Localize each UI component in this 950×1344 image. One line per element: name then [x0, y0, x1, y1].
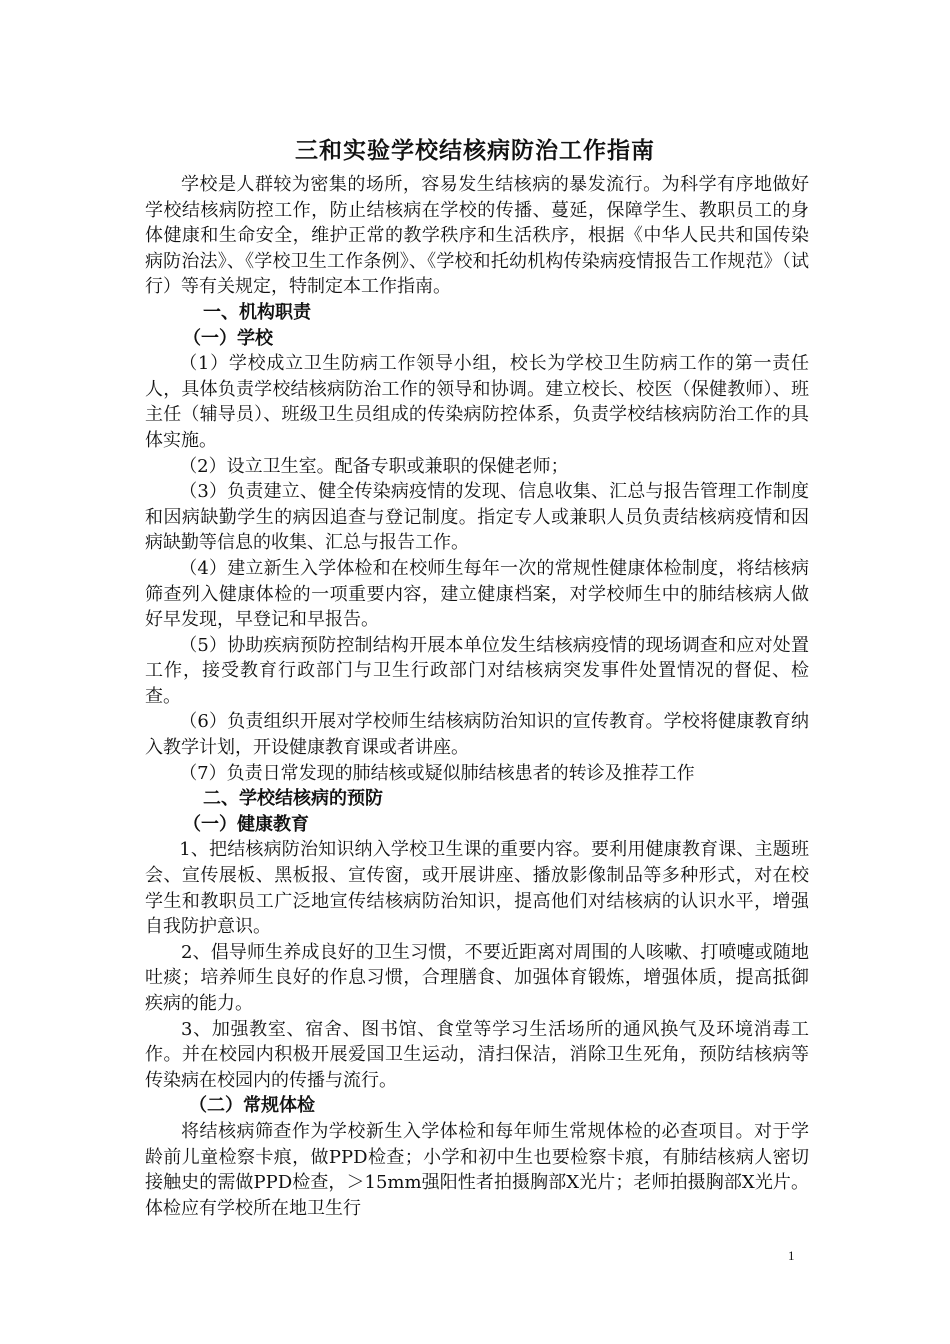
duty-item-7: （7）负责日常发现的肺结核或疑似肺结核患者的转诊及推荐工作: [179, 762, 695, 784]
section-heading-1: 一、机构职责: [203, 301, 311, 323]
page-number: 1: [788, 1248, 795, 1263]
subsection-heading-routine-checkup: （二）常规体检: [189, 1095, 315, 1117]
intro-paragraph: 学校是人群较为密集的场所，容易发生结核病的暴发流行。为科学有序地做好学校结核病防控工作，防止结核病在学校的传播、蔓延，保障学生、教职员工的身体健康和生命安全，维护正常的教学秩序和生活秩序，根据《中华人民共和国传染病防治法》、《学校卫生工作条例》、《学校和托幼机构传染病疫情报告工作规范》（试行）等有关规定，特制定本工作指南。: [145, 174, 809, 298]
education-item-3: 3、加强教室、宿舍、图书馆、食堂等学习生活场所的通风换气及环境消毒工作。并在校园内积极开展爱国卫生运动，清扫保洁，消除卫生死角，预防结核病等传染病在校园内的传播与流行。: [145, 1018, 809, 1091]
duty-item-3: （3）负责建立、健全传染病疫情的发现、信息收集、汇总与报告管理工作制度和因病缺勤学生的病因追查与登记制度。指定专人或兼职人员负责结核病疫情和因病缺勤等信息的收集、汇总与报告工作。: [145, 481, 809, 554]
subsection-heading-health-education: （一）健康教育: [183, 813, 309, 835]
subsection-heading-school: （一）学校: [183, 327, 273, 349]
section-heading-2: 二、学校结核病的预防: [203, 788, 383, 810]
education-item-1: 1、把结核病防治知识纳入学校卫生课的重要内容。要利用健康教育课、主题班会、宣传展板、黑板报、宣传窗，或开展讲座、播放影像制品等多种形式，对在校学生和教职员工广泛地宣传结核病防治知识，提高他们对结核病的认识水平，增强自我防护意识。: [145, 839, 809, 938]
education-item-2: 2、倡导师生养成良好的卫生习惯，不要近距离对周围的人咳嗽、打喷嚏或随地吐痰；培养师生良好的作息习惯，合理膳食、加强体育锻炼，增强体质，提高抵御疾病的能力。: [145, 941, 809, 1014]
checkup-paragraph: 将结核病筛查作为学校新生入学体检和每年师生常规体检的必查项目。对于学龄前儿童检察卡痕，做PPD检查；小学和初中生也要检察卡痕，有肺结核病人密切接触史的需做PPD检查，＞15mm强阳性者拍摄胸部X光片；老师拍摄胸部X光片。体检应有学校所在地卫生行: [145, 1120, 809, 1219]
document-title: 三和实验学校结核病防治工作指南: [295, 137, 655, 164]
duty-item-5: （5）协助疾病预防控制结构开展本单位发生结核病疫情的现场调查和应对处置工作，接受教育行政部门与卫生行政部门对结核病突发事件处置情况的督促、检查。: [145, 634, 809, 707]
duty-item-4: （4）建立新生入学体检和在校师生每年一次的常规性健康体检制度，将结核病筛查列入健康体检的一项重要内容，建立健康档案，对学校师生中的肺结核病人做好早发现，早登记和早报告。: [145, 557, 809, 631]
duty-item-6: （6）负责组织开展对学校师生结核病防治知识的宣传教育。学校将健康教育纳入教学计划，开设健康教育课或者讲座。: [145, 711, 809, 759]
duty-item-2: （2）设立卫生室。配备专职或兼职的保健老师；: [179, 455, 569, 477]
duty-item-1: （1）学校成立卫生防病工作领导小组，校长为学校卫生防病工作的第一责任人，具体负责学校结核病防治工作的领导和协调。建立校长、校医（保健教师）、班主任（辅导员）、班级卫生员组成的传染病防控体系，负责学校结核病防治工作的具体实施。: [145, 353, 809, 451]
document-body: [145, 172, 809, 1221]
